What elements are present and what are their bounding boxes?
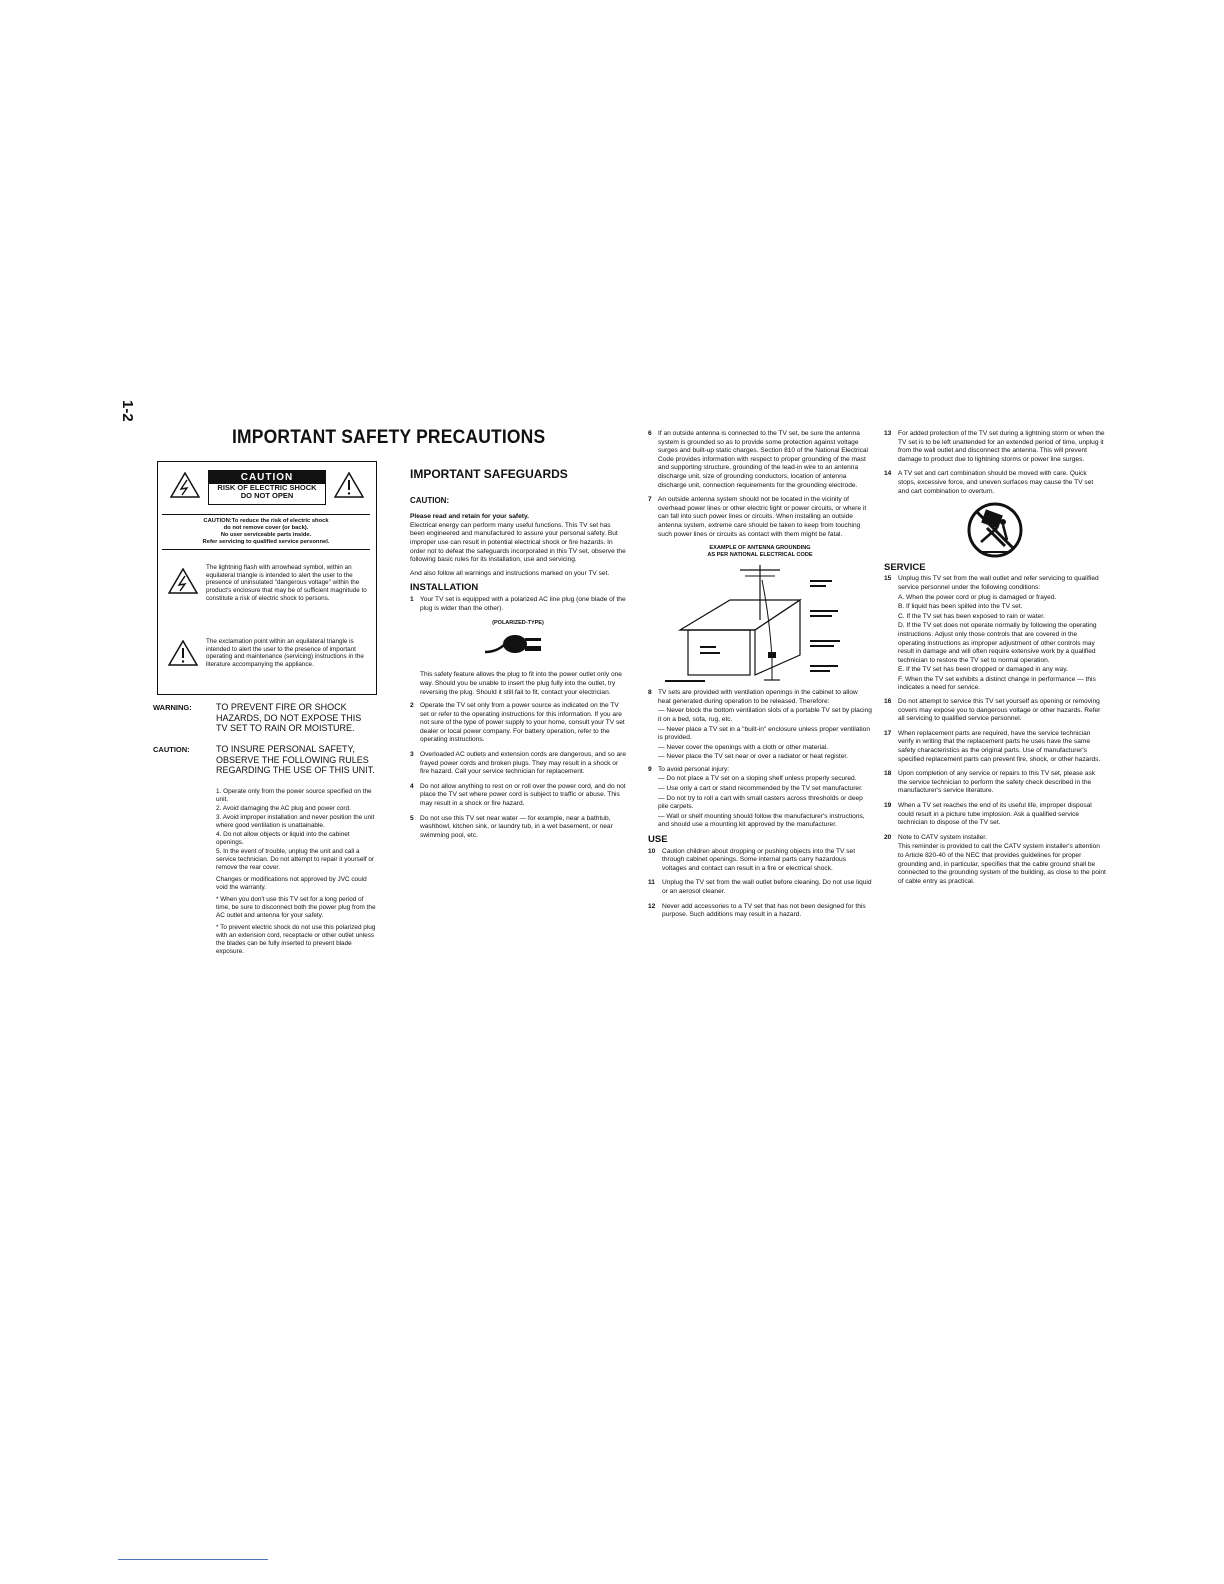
lightning-triangle-icon — [170, 472, 200, 498]
footer-rule — [118, 1559, 268, 1560]
safeguard-item-text: Unplug this TV set from the wall outlet and refer servicing to qualified service personnel under the following conditions: — [898, 575, 1099, 591]
caution-note: * To prevent electric shock do not use this polarized plug with an extension cord, receptacle or other outlet unless the blades can be fully inserted to prevent blade exposure. — [216, 924, 376, 955]
lightning-triangle-icon — [168, 568, 198, 594]
service-condition: B. If liquid has been spilled into the TV set. — [898, 603, 1023, 611]
antenna-example-heading — [648, 545, 872, 558]
safeguard-item-text: When a TV set reaches the end of its useful life, improper disposal could result in a picture tube implosion. Ask a qualified service technician to dispose of the TV set. — [898, 802, 1092, 827]
safeguard-item: 20 Note to CATV system installer. — [884, 834, 1106, 843]
polarized-label: (POLARIZED-TYPE) — [492, 620, 544, 627]
safeguard-item-text: Do not allow anything to rest on or roll over the power cord, and do not place the TV set where power cord is subject to traffic or abuse. This may result in a shock or fire hazard. — [420, 782, 626, 808]
caution-note-line: Refer servicing to qualified service personnel. — [202, 539, 330, 545]
injury-rule: — Wall or shelf mounting should follow the manufacturer's instructions, and should use a mounting kit approved by the manufacturer. — [658, 812, 865, 829]
polarized-text: This safety feature allows the plug to fit into the power outlet only one way. Should you be unable to insert the plug fully into the outlet, try reversing the plug. Should it still fail to fit, contact your electrician. — [420, 671, 622, 696]
read-and-retain: Please read and retain for your safety. — [410, 513, 529, 521]
caution-rule: 3. Avoid improper installation and never position the unit where good ventilation is unattainable. — [216, 814, 375, 829]
safeguards-intro: Electrical energy can perform many useful functions. This TV set has been engineered and manufactured to assure your personal safety. But improper use can result in potential electrical shock or fire hazards. In order not to defeat the safeguards incorporated in this TV set, observe the following basic rules for its installation, use and servicing. — [410, 521, 626, 564]
installation-heading: INSTALLATION — [410, 582, 479, 594]
safeguard-item-text: Operate the TV set only from a power source as indicated on the TV set or refer to the operating instructions for this information. If you are not sure of the type of power supply to your home, consult your TV set dealer or local power company. For battery operation, refer to the operating instructions. — [420, 702, 625, 744]
caution-label — [208, 470, 326, 505]
caution-rule: 5. In the event of trouble, unplug the unit and call a service technician. Do not attempt to repair it yourself or remove the rear cover. — [216, 848, 375, 871]
warning-label: WARNING: — [153, 703, 192, 712]
injury-list — [658, 775, 872, 830]
injury-rule: — Do not try to roll a cart with small casters across thresholds or deep pile carpets. — [658, 794, 863, 811]
warning-text: TO PREVENT FIRE OR SHOCK HAZARDS, DO NOT EXPOSE THIS TV SET TO RAIN OR MOISTURE. — [216, 702, 362, 733]
safeguard-item: 2 Operate the TV set only from a power source as indicated on the TV set or refer to the operating instructions for this information. If you are not sure of the type of power supply to your home, consult your TV set dealer or local power company. For battery operation, refer to the operating instructions. — [410, 702, 625, 744]
service-condition: C. If the TV set has been exposed to rain or water. — [898, 612, 1045, 620]
exclamation-triangle-icon — [168, 640, 198, 666]
exclamation-symbol-text: The exclamation point within an equilateral triangle is intended to alert the user to the presence of important operating and maintenance (servicing) instructions in the literature accompanying the appliance. — [206, 638, 364, 669]
caution-label-box — [157, 461, 377, 695]
service-condition: D. If the TV set does not operate normally by following the operating instructions. Adjust only those controls that are covered in the operating instructions as improper adjustment of other controls may result in damage and will often require extensive work by a qualified technician to restore the TV set to normal operation. — [898, 622, 1097, 664]
antenna-example-heading-line: AS PER NATIONAL ELECTRICAL CODE — [707, 551, 813, 558]
page-title: IMPORTANT SAFETY PRECAUTIONS — [232, 427, 546, 448]
safeguard-item: 18 Upon completion of any service or repairs to this TV set, please ask the service technician to perform the safety check described in the manufacturer's service literature. — [884, 770, 1106, 796]
safeguard-item-text: Caution children about dropping or pushing objects into the TV set through cabinet openings. Some internal parts carry hazardous voltages and contact can result in a fire or electrical shock. — [662, 847, 856, 872]
safeguard-item: 4 Do not allow anything to rest on or roll over the power cord, and do not place the TV set where power cord is subject to traffic or abuse. This may result in a shock or fire hazard. — [410, 782, 626, 808]
caution-risk: RISK OF ELECTRIC SHOCK — [217, 483, 317, 492]
safeguard-item-text: Your TV set is equipped with a polarized AC line plug (one blade of the plug is wider than the other). — [420, 595, 626, 612]
safeguard-item: 12 Never add accessories to a TV set that has not been designed for this purpose. Such additions may result in a hazard. — [648, 903, 872, 920]
column-four — [884, 430, 1106, 891]
caution-label-text: CAUTION: — [153, 745, 190, 754]
safeguard-item-text: Unplug the TV set from the wall outlet before cleaning. Do not use liquid or an aerosol cleaner. — [662, 879, 872, 895]
safeguard-item-text: If an outside antenna is connected to the TV set, be sure the antenna system is grounded so as to provide some protection against voltage surges and built-up static charges. Section 810 of the National Electrical Code provides information with respect to proper grounding of the mast and supporting structure, grounding of the lead-in wire to an antenna discharge unit, size of grounding conductors, location of antenna discharge unit, connection requirements for the grounding electrode. — [658, 430, 869, 489]
exclamation-triangle-icon — [334, 472, 364, 498]
injury-rule: — Do not place a TV set on a sloping shelf unless properly secured. — [658, 775, 857, 783]
safeguard-item: 9 To avoid personal injury: — [648, 766, 872, 775]
catv-note: This reminder is provided to call the CATV system installer's attention to Article 820-40 of the NEC that provides guidelines for proper grounding and, in particular, specifies that the cable ground shall be connected to the grounding system of the building, as close to the point of cable entry as practical. — [898, 843, 1106, 885]
safeguard-item: 5 Do not use this TV set near water — for example, near a bathtub, washbowl, kitchen sink, or laundry tub, in a wet basement, or near swimming pool, etc. — [410, 815, 626, 841]
safeguard-item: 3 Overloaded AC outlets and extension cords are dangerous, and so are frayed power cords and broken plugs. They may result in a shock or fire hazard. Call your service technician for replacement. — [410, 751, 627, 776]
safeguard-item: 10 Caution children about dropping or pushing objects into the TV set through cabinet openings. Some internal parts carry hazardous voltages and contact can result in a fire or electrical shock. — [648, 848, 872, 874]
safeguards-also: And also follow all warnings and instructions marked on your TV set. — [410, 569, 610, 577]
caution-text: TO INSURE PERSONAL SAFETY, OBSERVE THE FOLLOWING RULES REGARDING THE USE OF THIS UNIT. — [216, 744, 375, 775]
safeguard-item: 11 Unplug the TV set from the wall outlet before cleaning. Do not use liquid or an aerosol cleaner. — [648, 879, 872, 895]
cart-warning-illustration — [884, 502, 1106, 562]
caution-header: CAUTION — [209, 471, 325, 484]
service-conditions — [898, 594, 1106, 694]
service-heading: SERVICE — [884, 561, 926, 573]
caution-note-line: do not remove cover (or back). — [223, 525, 309, 531]
safeguard-item: 13 For added protection of the TV set during a lightning storm or when the TV set is to be left unattended for an extended period of time, unplug it from the wall outlet and disconnect the antenna. This will prevent damage to product due to lightning storms or power line surges. — [884, 430, 1105, 463]
safeguard-item-text: Note to CATV system installer. — [898, 833, 987, 841]
ventilation-list — [658, 707, 872, 762]
ventilation-rule: — Never place a TV set in a "built-in" enclosure unless proper ventilation is provided. — [658, 725, 871, 742]
antenna-grounding-diagram — [660, 560, 860, 685]
safeguard-item-text: TV sets are provided with ventilation openings in the cabinet to allow heat generated during operation to be released. Therefore: — [658, 689, 858, 705]
safeguard-item: 16 Do not attempt to service this TV set yourself as opening or removing covers may expose you to dangerous voltage or other hazards. Refer all servicing to qualified service personnel. — [884, 698, 1106, 724]
service-condition: A. When the power cord or plug is damaged or frayed. — [898, 593, 1057, 601]
caution-note — [162, 514, 370, 550]
safeguard-item: 6 If an outside antenna is connected to the TV set, be sure the antenna system is grounded so as to provide some protection against voltage surges and built-up static charges. Section 810 of the National Electrical Code provides information with respect to proper grounding of the mast and supporting structure, grounding of the lead-in wire to an antenna discharge unit, size of grounding conductors, location of antenna discharge unit, connection requirements for the grounding electrode. — [648, 430, 872, 490]
polarized-plug-illustration — [410, 630, 626, 664]
page-number: 1-2 — [119, 400, 136, 422]
caution-rule: 2. Avoid damaging the AC plug and power cord. — [216, 805, 351, 812]
ventilation-rule: — Never place the TV set near or over a radiator or heat register. — [658, 753, 849, 761]
safeguard-item-text: To avoid personal injury: — [658, 765, 730, 773]
cart-tipover-icon — [967, 502, 1023, 558]
safeguard-item-text: A TV set and cart combination should be moved with care. Quick stops, excessive force, and uneven surfaces may cause the TV set and cart combination to overturn. — [898, 470, 1094, 495]
safeguards-title: IMPORTANT SAFEGUARDS — [410, 467, 568, 481]
column-three — [648, 430, 872, 926]
caution-rule: 1. Operate only from the power source specified on the unit. — [216, 788, 372, 803]
safeguard-item-text: Never add accessories to a TV set that has not been designed for this purpose. Such additions may result in a hazard. — [662, 902, 866, 919]
lightning-symbol-text: The lightning flash with arrowhead symbol, within an equilateral triangle is intended to alert the user to the presence of uninsulated "dangerous voltage" within the product's enclosure that may be of sufficient magnitude to constitute a risk of electric shock to persons. — [206, 564, 367, 602]
caution-do-not-open: DO NOT OPEN — [240, 491, 294, 500]
safeguard-item-text: An outside antenna system should not be located in the vicinity of overhead power lines or other electric light or power circuits, or where it can fall into such power lines or circuits. When installing an outside antenna system, extreme care should be taken to keep from touching such power lines or circuits as contact with them might be fatal. — [658, 496, 867, 538]
caution-note: * When you don't use this TV set for a long period of time, be sure to disconnect both the power plug from the AC outlet and antenna for your safety. — [216, 896, 376, 919]
service-condition: F. When the TV set exhibits a distinct change in performance — this indicates a need for service. — [898, 675, 1096, 692]
safeguard-item: 7 An outside antenna system should not be located in the vicinity of overhead power lines or other electric light or power circuits, or where it can fall into such power lines or circuits. When installing an outside antenna system, extreme care should be taken to keep from touching such power lines or circuits as contact with them might be fatal. — [648, 496, 872, 539]
safeguard-item: 17 When replacement parts are required, have the service technician verify in writing that the replacement parts he uses have the same safety characteristics as the original parts. Use of manufacturer's specified replacement parts can prevent fire, shock, or other hazards. — [884, 730, 1106, 764]
safeguard-item-text: Do not use this TV set near water — for example, near a bathtub, washbowl, kitchen sink, or laundry tub, in a wet basement, or near swimming pool, etc. — [420, 814, 613, 839]
ventilation-rule: — Never cover the openings with a cloth or other material. — [658, 743, 829, 751]
polarized-plug-icon — [483, 630, 553, 660]
safeguard-item: 14 A TV set and cart combination should be moved with care. Quick stops, excessive force, and uneven surfaces may cause the TV set and cart combination to overturn. — [884, 470, 1106, 496]
safeguard-item: 1 Your TV set is equipped with a polarized AC line plug (one blade of the plug is wider than the other). — [410, 595, 626, 612]
safeguard-item: 19 When a TV set reaches the end of its useful life, improper disposal could result in a picture tube implosion. Ask a qualified service technician to dispose of the TV set. — [884, 802, 1106, 828]
safeguard-item-text: When replacement parts are required, have the service technician verify in writing that the replacement parts he uses have the same safety characteristics as the original parts. Use of manufacturer's specified replacement parts can prevent fire, shock, or other hazards. — [898, 729, 1101, 763]
safeguard-item-text: Upon completion of any service or repairs to this TV set, please ask the service technician to perform the safety check described in the manufacturer's service literature. — [898, 770, 1096, 795]
safeguard-item-text: Do not attempt to service this TV set yourself as opening or removing covers may expose you to dangerous voltage or other hazards. Refer all servicing to qualified service personnel. — [898, 698, 1101, 723]
antenna-example-heading-line: EXAMPLE OF ANTENNA GROUNDING — [709, 545, 811, 552]
caution-rule: 4. Do not allow objects or liquid into the cabinet openings. — [216, 831, 350, 846]
caution-rules — [216, 788, 376, 957]
use-heading: USE — [648, 834, 668, 846]
safeguard-item-text: For added protection of the TV set during a lightning storm or when the TV set is to be left unattended for an extended period of time, unplug it from the wall outlet and disconnect the antenna. This will prevent damage to product due to lightning storms or power line surges. — [898, 430, 1105, 463]
safeguards-caution-heading: CAUTION: — [410, 495, 450, 505]
service-condition: E. If the TV set has been dropped or damaged in any way. — [898, 666, 1068, 674]
caution-note-line: CAUTION:To reduce the risk of electric shock — [203, 518, 329, 524]
safeguard-item-text: Overloaded AC outlets and extension cords are dangerous, and so are frayed power cords and broken plugs. They may result in a shock or fire hazard. Call your service technician for replacement. — [420, 751, 627, 776]
caution-changes: Changes or modifications not approved by JVC could void the warranty. — [216, 876, 367, 891]
injury-rule: — Use only a cart or stand recommended by the TV set manufacturer. — [658, 785, 863, 793]
caution-note-line: No user serviceable parts inside. — [220, 532, 312, 538]
ventilation-rule: — Never block the bottom ventilation slots of a portable TV set by placing it on a bed, sofa, rug, etc. — [658, 707, 872, 723]
safeguards-column — [410, 467, 627, 846]
safeguard-item: 15 Unplug this TV set from the wall outlet and refer servicing to qualified service personnel under the following conditions: — [884, 575, 1106, 592]
safeguard-item: 8 TV sets are provided with ventilation openings in the cabinet to allow heat generated during operation to be released. Therefore: — [648, 689, 872, 706]
